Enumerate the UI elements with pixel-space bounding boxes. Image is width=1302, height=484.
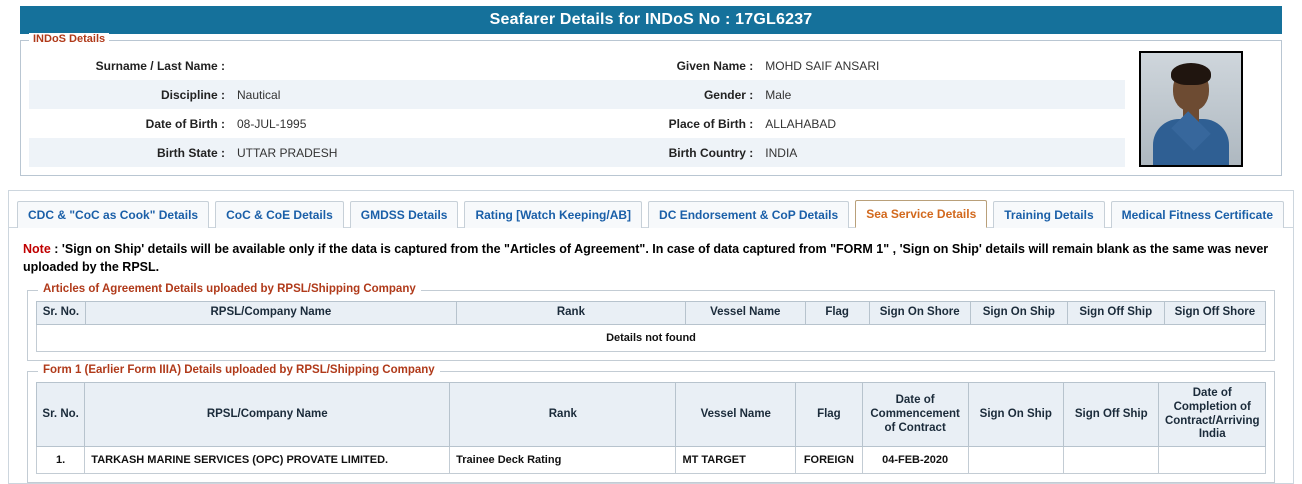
column-header-company: RPSL/Company Name [85, 302, 456, 325]
empty-message: Details not found [37, 325, 1266, 352]
column-header-commencement-date: Date of Commencement of Contract [862, 383, 968, 447]
table-row [29, 138, 1125, 167]
cell-vessel: MT TARGET [676, 447, 796, 474]
dob-label: Date of Birth : [145, 116, 225, 131]
tab-bar [9, 191, 1293, 228]
details-panel [8, 190, 1294, 484]
tab-training[interactable]: Training Details [993, 201, 1104, 228]
given-name-value: MOHD SAIF ANSARI [765, 58, 880, 73]
surname-value [231, 51, 557, 80]
form1-section [27, 364, 1275, 483]
tab-rating-watch-keeping[interactable]: Rating [Watch Keeping/AB] [464, 201, 642, 228]
table-row-empty [37, 325, 1266, 352]
cell-company: TARKASH MARINE SERVICES (OPC) PROVATE LIMITED. [85, 447, 450, 474]
table-row [29, 51, 1125, 80]
birth-state-value: UTTAR PRADESH [231, 138, 557, 167]
tab-medical-fitness[interactable]: Medical Fitness Certificate [1111, 201, 1284, 228]
column-header-sr-no: Sr. No. [37, 383, 85, 447]
note-body: : 'Sign on Ship' details will be available only if the data is captured from the "Articles of Agreement". In case of data captured from "FORM 1" , 'Sign on Ship' details will remain blank as the same was never uploaded by the RPSL. [23, 242, 1269, 275]
column-header-sr-no: Sr. No. [37, 302, 86, 325]
gender-value: Male [759, 80, 1125, 109]
tab-gmdss[interactable]: GMDSS Details [350, 201, 459, 228]
column-header-sign-on-ship: Sign On Ship [970, 302, 1067, 325]
gender-label: Gender : [557, 80, 759, 109]
form1-table [36, 382, 1266, 474]
cell-sr-no: 1. [37, 447, 85, 474]
note-text [9, 228, 1293, 280]
column-header-completion-date: Date of Completion of Contract/Arriving India [1159, 383, 1266, 447]
column-header-flag: Flag [796, 383, 863, 447]
table-header-row [37, 383, 1266, 447]
column-header-rank: Rank [450, 383, 676, 447]
column-header-sign-on-shore: Sign On Shore [869, 302, 970, 325]
birth-state-label: Birth State : [29, 138, 231, 167]
column-header-company: RPSL/Company Name [85, 383, 450, 447]
column-header-sign-off-shore: Sign Off Shore [1164, 302, 1265, 325]
column-header-sign-off-ship: Sign Off Ship [1067, 302, 1164, 325]
birth-country-label: Birth Country : [557, 138, 759, 167]
page-title: Seafarer Details for INDoS No : 17GL6237 [20, 6, 1282, 34]
discipline-label: Discipline : [29, 80, 231, 109]
column-header-vessel: Vessel Name [676, 383, 796, 447]
cell-completion-date [1159, 447, 1266, 474]
tab-cdc-coc-as-cook[interactable]: CDC & "CoC as Cook" Details [17, 201, 209, 228]
place-of-birth-label: Place of Birth : [668, 116, 754, 131]
table-row [29, 80, 1125, 109]
column-header-flag: Flag [805, 302, 869, 325]
cell-flag: FOREIGN [796, 447, 863, 474]
articles-of-agreement-section [27, 283, 1275, 361]
column-header-vessel: Vessel Name [685, 302, 805, 325]
tab-sea-service[interactable]: Sea Service Details [855, 200, 987, 228]
note-keyword: Note [23, 242, 51, 256]
articles-of-agreement-legend: Articles of Agreement Details uploaded by RPSL/Shipping Company [38, 283, 421, 295]
given-name-label: Given Name : [676, 58, 754, 73]
indos-details-table [29, 51, 1125, 167]
avatar [1139, 51, 1243, 167]
form1-legend: Form 1 (Earlier Form IIIA) Details uploaded by RPSL/Shipping Company [38, 364, 440, 376]
column-header-sign-on-ship: Sign On Ship [968, 383, 1063, 447]
tab-coc-coe[interactable]: CoC & CoE Details [215, 201, 344, 228]
discipline-value: Nautical [231, 80, 557, 109]
column-header-sign-off-ship: Sign Off Ship [1064, 383, 1159, 447]
column-header-rank: Rank [456, 302, 685, 325]
cell-sign-on-ship [968, 447, 1063, 474]
surname-label: Surname / Last Name : [95, 58, 225, 73]
dob-value: 08-JUL-1995 [237, 116, 307, 131]
photo-hair-shape [1171, 63, 1211, 85]
articles-of-agreement-table [36, 301, 1266, 352]
indos-details-section [20, 33, 1282, 176]
tab-dc-endorsement-cop[interactable]: DC Endorsement & CoP Details [648, 201, 849, 228]
place-of-birth-value: ALLAHABAD [765, 116, 836, 131]
cell-rank: Trainee Deck Rating [450, 447, 676, 474]
birth-country-value: INDIA [759, 138, 1125, 167]
cell-sign-off-ship [1064, 447, 1159, 474]
table-row [37, 447, 1266, 474]
page-root [0, 6, 1302, 484]
table-row [29, 109, 1125, 138]
table-header-row [37, 302, 1266, 325]
indos-details-legend: INDoS Details [29, 33, 109, 45]
cell-commencement-date: 04-FEB-2020 [862, 447, 968, 474]
